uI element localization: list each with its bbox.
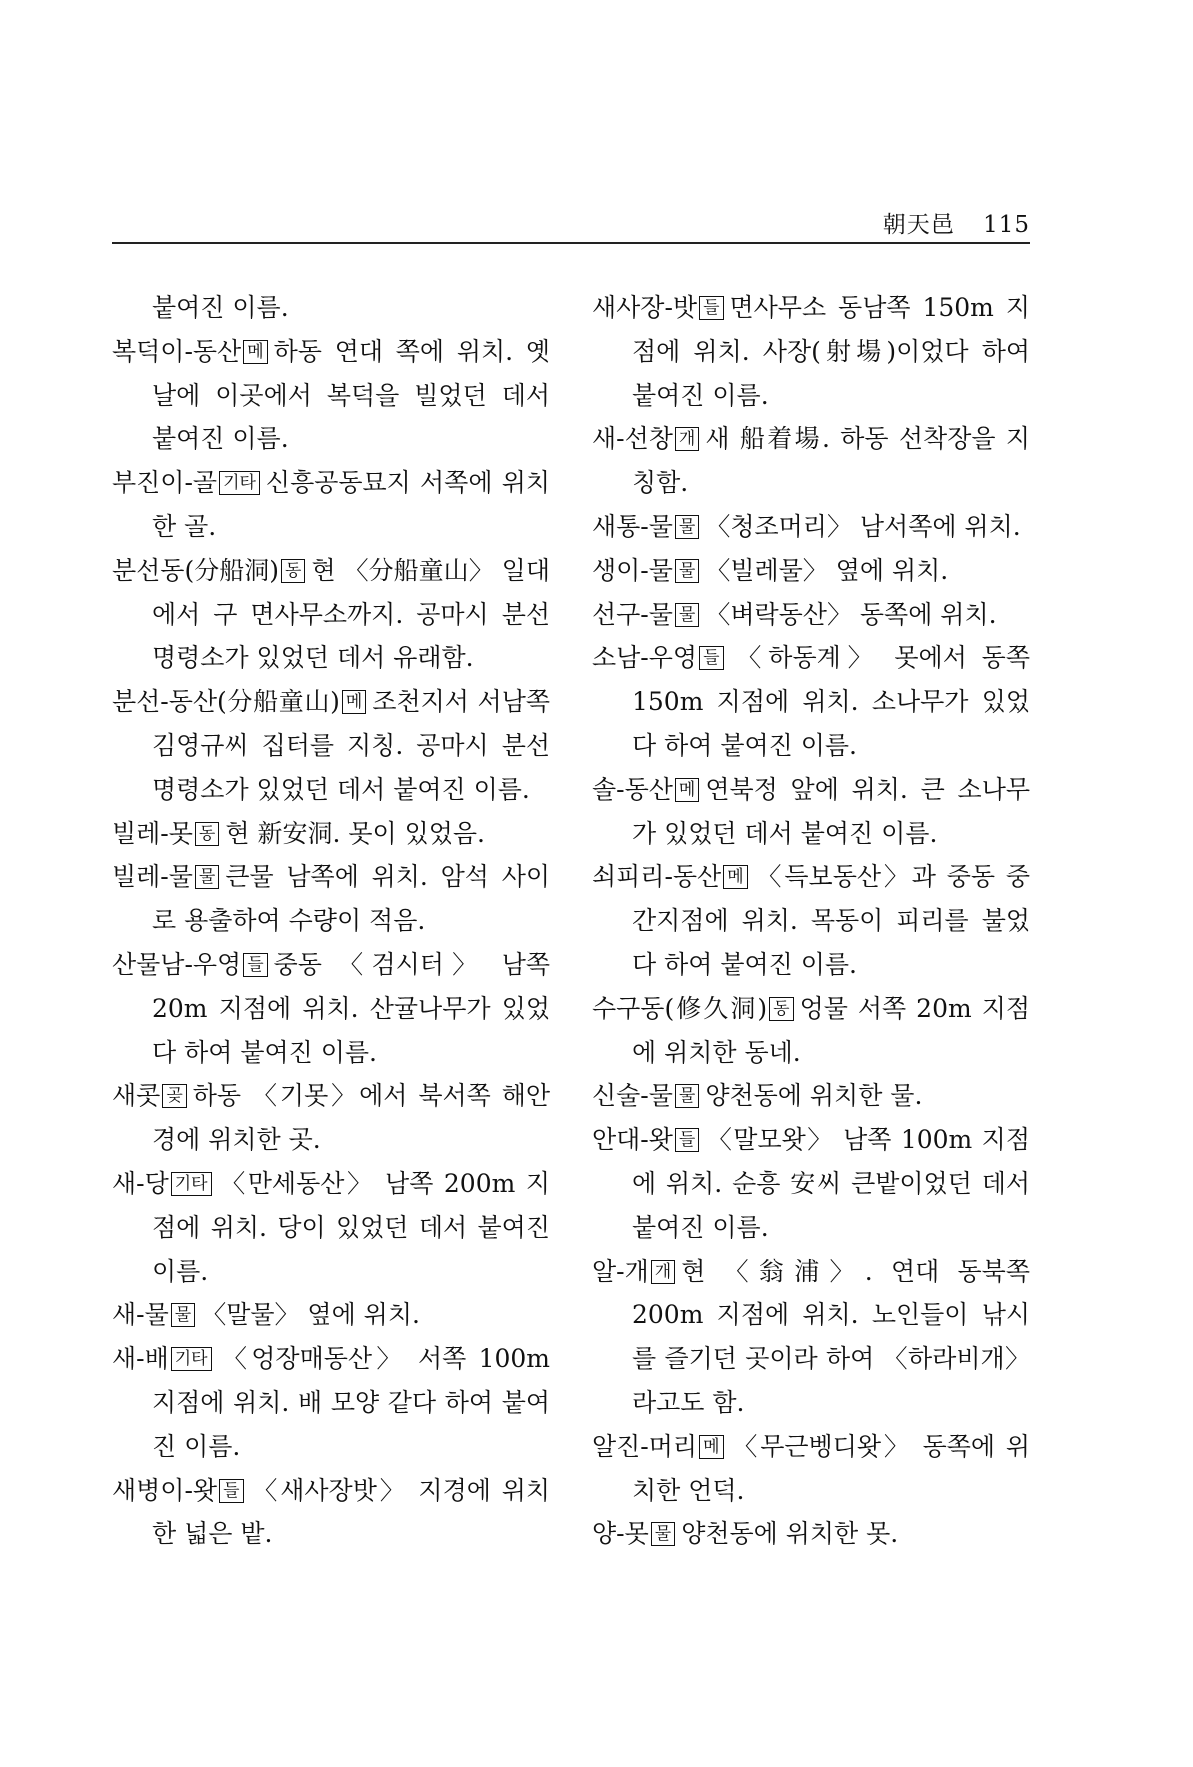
left-column [112, 286, 550, 1556]
entry-headword: 알-개 [592, 1256, 649, 1286]
dictionary-entry [592, 549, 1030, 593]
entry-text: 하동 〈기못〉에서 북서쪽 해안 경에 위치한 곳. [152, 1081, 550, 1155]
dictionary-entry [592, 1425, 1030, 1513]
entry-headword: 안대-왓 [592, 1125, 673, 1155]
entry-headword: 선구-물 [592, 599, 673, 629]
entry-text: 새 船着場. 하동 선착장을 지칭함. [632, 424, 1030, 498]
entry-headword: 신술-물 [592, 1081, 673, 1111]
category-tag: 메 [723, 865, 747, 889]
page-number: 115 [983, 212, 1030, 238]
entry-text: 양천동에 위치한 물. [705, 1081, 923, 1111]
entry-headword: 새-선창 [592, 424, 673, 454]
category-tag: 곶 [162, 1084, 186, 1108]
dictionary-entry [592, 1250, 1030, 1425]
category-tag: 동 [281, 559, 305, 583]
entry-text: 〈엉장매동산〉 서쪽 100m 지점에 위치. 배 모양 같다 하여 붙여진 이름. [152, 1344, 550, 1461]
dictionary-entry [112, 330, 550, 461]
dictionary-entry [592, 855, 1030, 986]
entry-headword: 산물남-우영 [112, 949, 242, 979]
entry-headword: 알진-머리 [592, 1431, 698, 1461]
entry-text: 양천동에 위치한 못. [681, 1519, 899, 1549]
entry-text: 현 〈翁浦〉. 연대 동북쪽 200m 지점에 위치. 노인들이 낚시를 즐기던 곳이라 하여 〈하라비개〉라고도 함. [632, 1256, 1030, 1417]
category-tag: 물 [675, 1084, 699, 1108]
category-tag: 들 [675, 1128, 699, 1152]
entry-text: 큰물 남쪽에 위치. 암석 사이로 용출하여 수량이 적음. [152, 862, 550, 936]
entry-headword: 새-배 [112, 1344, 169, 1374]
dictionary-entry [592, 417, 1030, 505]
entry-text: 조천지서 서남쪽 김영규씨 집터를 지칭. 공마시 분선 명령소가 있었던 데서 붙여진 이름. [152, 687, 550, 804]
entry-headword: 새콧 [112, 1081, 161, 1111]
entry-headword: 새-당 [112, 1168, 169, 1198]
right-column [592, 286, 1030, 1556]
entry-text: 〈득보동산〉과 중동 중간지점에 위치. 목동이 피리를 불었다 하여 붙여진 이름. [632, 862, 1030, 979]
dictionary-entry [112, 855, 550, 943]
category-tag: 들 [699, 646, 723, 670]
entry-text: 붙여진 이름. [152, 293, 289, 322]
entry-headword: 복덕이-동산 [112, 336, 242, 366]
entry-text: 현 〈分船童山〉 일대에서 구 면사무소까지. 공마시 분선 명령소가 있었던 데서 유래함. [152, 555, 550, 673]
dictionary-entry [592, 768, 1030, 856]
entry-headword: 부진이-골 [112, 468, 218, 498]
category-tag: 들 [219, 1479, 243, 1503]
category-tag: 개 [675, 427, 699, 451]
dictionary-entry [112, 286, 550, 330]
entry-headword: 솔-동산 [592, 774, 673, 804]
category-tag: 기타 [171, 1172, 212, 1196]
running-head-place: 朝天邑 [882, 212, 955, 238]
entry-headword: 분선-동산(分船童山) [112, 687, 340, 717]
entry-text: 〈새사장밧〉 지경에 위치한 넓은 밭. [152, 1475, 550, 1549]
page-header [112, 196, 1030, 244]
entry-text: 〈만세동산〉 남쪽 200m 지점에 위치. 당이 있었던 데서 붙여진 이름. [152, 1168, 550, 1286]
entry-text: 〈벼락동산〉 동쪽에 위치. [705, 599, 997, 629]
entry-text: 현 新安洞. 못이 있었음. [225, 818, 485, 848]
category-tag: 동 [769, 997, 793, 1021]
dictionary-entry [592, 505, 1030, 549]
entry-headword: 소남-우영 [592, 643, 698, 673]
entry-text: 연북정 앞에 위치. 큰 소나무가 있었던 데서 붙여진 이름. [632, 774, 1030, 848]
category-tag: 물 [195, 865, 219, 889]
entry-text: 〈무근벵디왓〉 동쪽에 위치한 언덕. [632, 1431, 1030, 1505]
dictionary-entry [112, 1074, 550, 1162]
entry-headword: 빌레-물 [112, 862, 193, 892]
dictionary-entry [592, 593, 1030, 637]
dictionary-entry [112, 812, 550, 856]
entry-headword: 분선동(分船洞) [112, 555, 280, 585]
entry-text: 면사무소 동남쪽 150m 지점에 위치. 사장(射場)이었다 하여 붙여진 이름. [632, 293, 1030, 410]
dictionary-entry [112, 1469, 550, 1557]
entry-headword: 새-물 [112, 1300, 169, 1330]
dictionary-entry [592, 1074, 1030, 1118]
entry-headword: 새통-물 [592, 511, 673, 541]
entry-text: 하동 연대 쪽에 위치. 옛날에 이곳에서 복덕을 빌었던 데서 붙여진 이름. [152, 336, 550, 454]
entry-text: 〈청조머리〉 남서쪽에 위치. [705, 511, 1021, 541]
entry-headword: 쇠피리-동산 [592, 862, 722, 892]
category-tag: 들 [243, 953, 267, 977]
entry-headword: 양-못 [592, 1519, 649, 1549]
dictionary-entry [112, 549, 550, 680]
category-tag: 메 [699, 1435, 723, 1459]
category-tag: 메 [675, 778, 699, 802]
dictionary-entry [592, 286, 1030, 417]
entry-text: 중동 〈검시터〉 남쪽 20m 지점에 위치. 산귤나무가 있었다 하여 붙여진 이름. [152, 949, 550, 1067]
dictionary-entry [112, 680, 550, 811]
category-tag: 기타 [219, 471, 260, 495]
dictionary-entry [592, 1118, 1030, 1249]
dictionary-entry [112, 1293, 550, 1337]
dictionary-entry [592, 987, 1030, 1075]
entry-text: 〈빌레물〉 옆에 위치. [705, 555, 949, 585]
dictionary-entry [592, 1512, 1030, 1556]
category-tag: 물 [675, 515, 699, 539]
entry-text: 신흥공동묘지 서쪽에 위치한 골. [152, 468, 550, 541]
category-tag: 물 [651, 1522, 675, 1546]
category-tag: 기타 [171, 1347, 212, 1371]
entry-headword: 수구동(修久洞) [592, 993, 768, 1023]
dictionary-entry [112, 1162, 550, 1293]
dictionary-entry [112, 461, 550, 549]
category-tag: 물 [171, 1303, 195, 1327]
category-tag: 개 [651, 1260, 675, 1284]
category-tag: 동 [195, 822, 219, 846]
entry-text: 〈말모왓〉 남쪽 100m 지점에 위치. 순흥 安씨 큰밭이었던 데서 붙여진 이름. [632, 1125, 1030, 1242]
dictionary-entry [592, 636, 1030, 767]
entry-headword: 새사장-밧 [592, 293, 698, 322]
entry-headword: 새병이-왓 [112, 1475, 218, 1505]
entry-headword: 빌레-못 [112, 818, 193, 848]
entry-text: 〈말물〉 옆에 위치. [201, 1300, 420, 1330]
category-tag: 물 [675, 559, 699, 583]
dictionary-entry [112, 943, 550, 1074]
category-tag: 메 [243, 340, 267, 364]
dictionary-entry [112, 1337, 550, 1468]
entry-headword: 생이-물 [592, 555, 673, 585]
category-tag: 메 [342, 690, 366, 714]
entry-text: 〈하동계〉 못에서 동쪽 150m 지점에 위치. 소나무가 있었다 하여 붙여진 이름. [632, 643, 1030, 760]
category-tag: 들 [699, 296, 723, 320]
running-head [883, 206, 1030, 239]
entry-text: 엉물 서쪽 20m 지점에 위치한 동네. [632, 993, 1030, 1067]
category-tag: 물 [675, 603, 699, 627]
